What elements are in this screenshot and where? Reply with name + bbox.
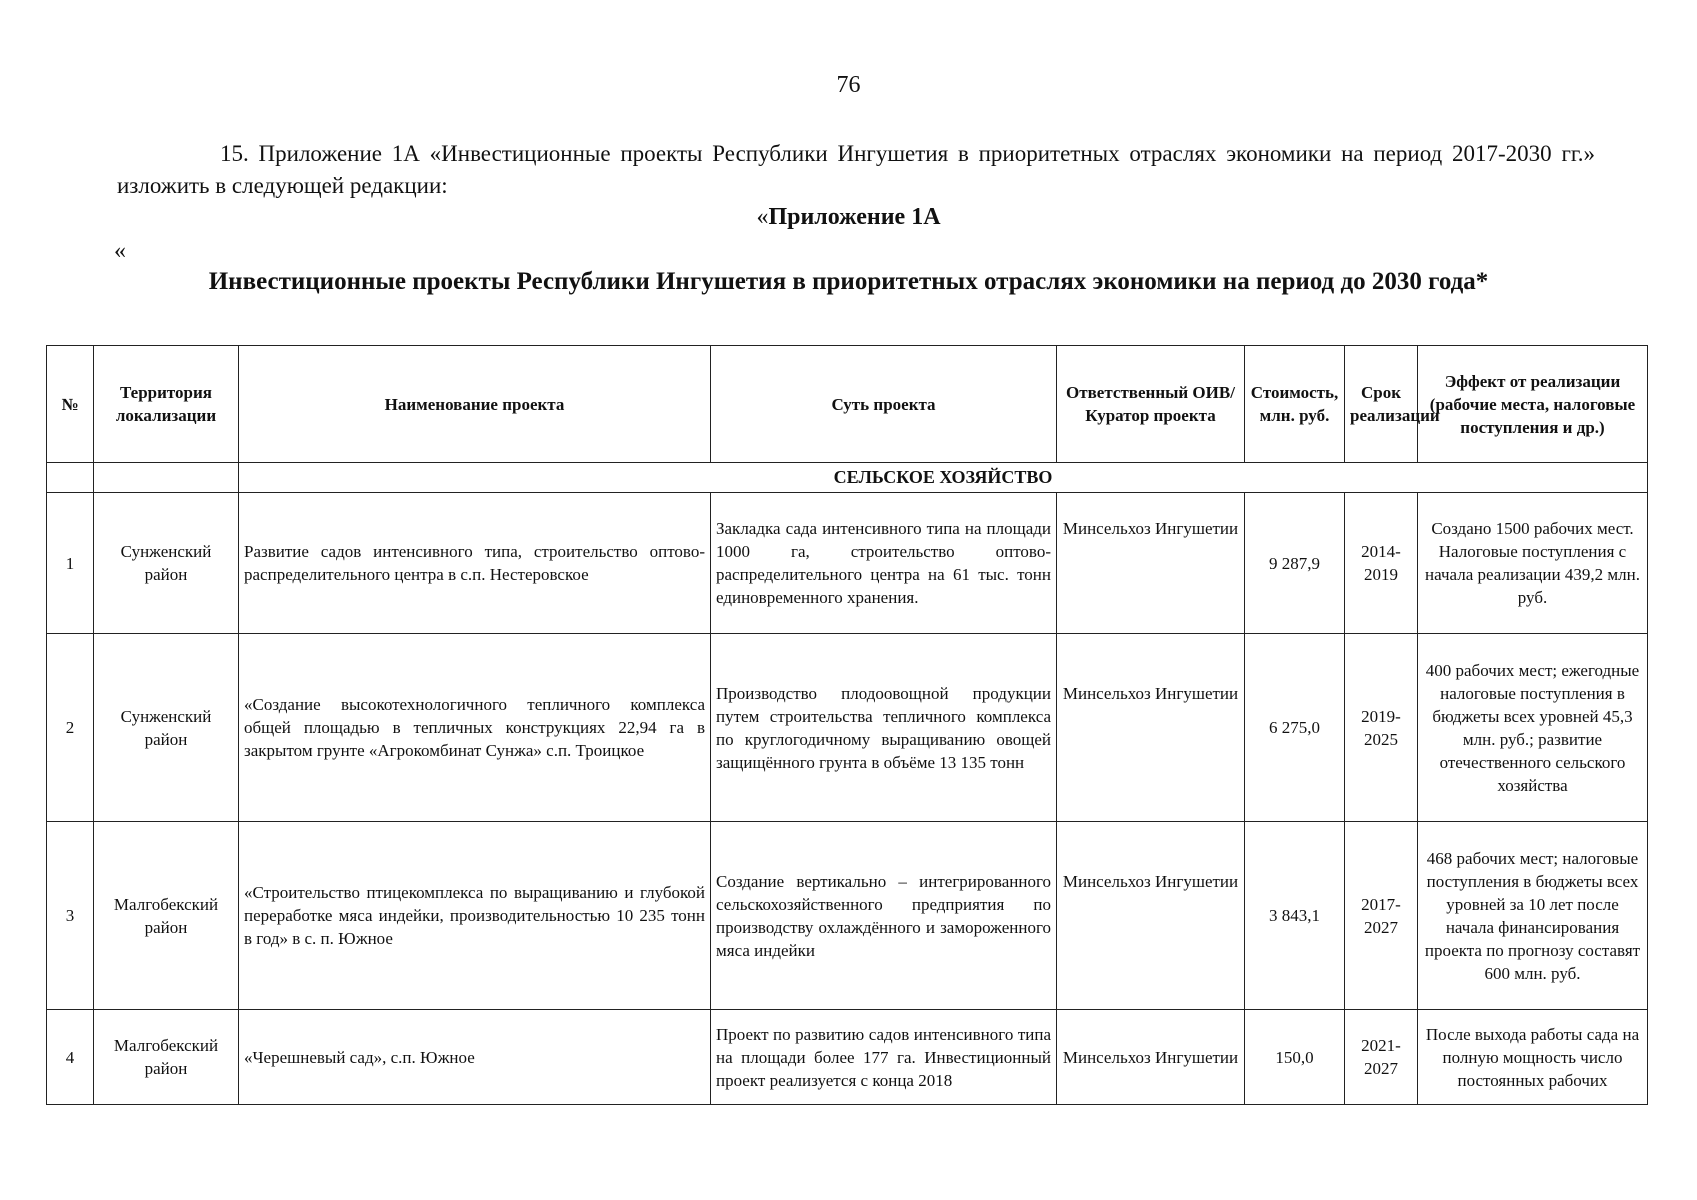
row-territory: Малгобекский район [94,822,239,1010]
row-project-essence: Закладка сада интенсивного типа на площади 1000 га, строительство оптово-распределительного центра на 61 тыс. тонн единовременного хранения. [711,493,1057,634]
projects-table [46,345,1648,1105]
row-project-name: «Черешневый сад», с.п. Южное [239,1010,711,1105]
row-number: 4 [47,1010,94,1105]
row-project-essence: Производство плодоовощной продукции путем строительства тепличного комплекса по круглогодичному выращиванию овощей защищённого грунта в объёме 13 135 тонн [711,634,1057,822]
row-responsible: Минсельхоз Ингушетии [1057,822,1245,1010]
header-territory: Территория локализации [94,346,239,463]
row-cost: 6 275,0 [1245,634,1345,822]
row-responsible: Минсельхоз Ингушетии [1057,493,1245,634]
table-row [47,1010,1648,1105]
appendix-title [0,204,1697,231]
sector-empty-cell [47,463,94,493]
header-responsible: Ответственный ОИВ/Куратор проекта [1057,346,1245,463]
row-responsible: Минсельхоз Ингушетии [1057,634,1245,822]
table-row [47,493,1648,634]
sector-label: СЕЛЬСКОЕ ХОЗЯЙСТВО [239,463,1648,493]
table-row [47,822,1648,1010]
row-cost: 3 843,1 [1245,822,1345,1010]
sector-empty-cell [94,463,239,493]
row-number: 2 [47,634,94,822]
title-open-quote: « [114,238,126,264]
header-period: Срок реализации [1345,346,1418,463]
row-effect: 400 рабочих мест; ежегодные налоговые поступления в бюджеты всех уровней 45,3 млн. руб.; развитие отечественного сельского хозяйства [1418,634,1648,822]
row-territory: Сунженский район [94,634,239,822]
row-cost: 150,0 [1245,1010,1345,1105]
row-project-name: Развитие садов интенсивного типа, строительство оптово-распределительного центра в с.п. Нестеровское [239,493,711,634]
header-project-essence: Суть проекта [711,346,1057,463]
row-territory: Сунженский район [94,493,239,634]
header-project-name: Наименование проекта [239,346,711,463]
row-project-name: «Создание высокотехнологичного тепличного комплекса общей площадью в тепличных конструкциях 22,94 га в закрытом грунте «Агрокомбинат Сунжа» с.п. Троицкое [239,634,711,822]
row-number: 3 [47,822,94,1010]
row-project-name: «Строительство птицекомплекса по выращиванию и глубокой переработке мяса индейки, производительностью 10 235 тонн в год» в с. п. Южное [239,822,711,1010]
main-title: Инвестиционные проекты Республики Ингушетия в приоритетных отраслях экономики на период до 2030 года* [208,268,1489,295]
row-period: 2021-2027 [1345,1010,1418,1105]
table-header-row [47,346,1648,463]
row-effect: После выхода работы сада на полную мощность число постоянных рабочих [1418,1010,1648,1105]
row-project-essence: Проект по развитию садов интенсивного типа на площади более 177 га. Инвестиционный проект реализуется с конца 2018 [711,1010,1057,1105]
appendix-open-quote: « [756,204,769,230]
row-territory: Малгобекский район [94,1010,239,1105]
row-responsible: Минсельхоз Ингушетии [1057,1010,1245,1105]
sector-row [47,463,1648,493]
row-period: 2019-2025 [1345,634,1418,822]
row-effect: Создано 1500 рабочих мест. Налоговые поступления с начала реализации 439,2 млн. руб. [1418,493,1648,634]
intro-paragraph: 15. Приложение 1А «Инвестиционные проекты Республики Ингушетия в приоритетных отраслях экономики на период 2017-2030 гг.» изложить в следующей редакции: [117,141,1595,198]
row-effect: 468 рабочих мест; налоговые поступления в бюджеты всех уровней за 10 лет после начала финансирования проекта по прогнозу составят 600 млн. руб. [1418,822,1648,1010]
header-effect: Эффект от реализации (рабочие места, налоговые поступления и др.) [1418,346,1648,463]
appendix-label: Приложение 1А [768,204,941,230]
row-cost: 9 287,9 [1245,493,1345,634]
header-number: № [47,346,94,463]
row-project-essence: Создание вертикально – интегрированного сельскохозяйственного предприятия по производству охлаждённого и замороженного мяса индейки [711,822,1057,1010]
row-period: 2017-2027 [1345,822,1418,1010]
row-number: 1 [47,493,94,634]
page-number: 76 [836,72,861,98]
table-row [47,634,1648,822]
row-period: 2014-2019 [1345,493,1418,634]
header-cost: Стоимость, млн. руб. [1245,346,1345,463]
